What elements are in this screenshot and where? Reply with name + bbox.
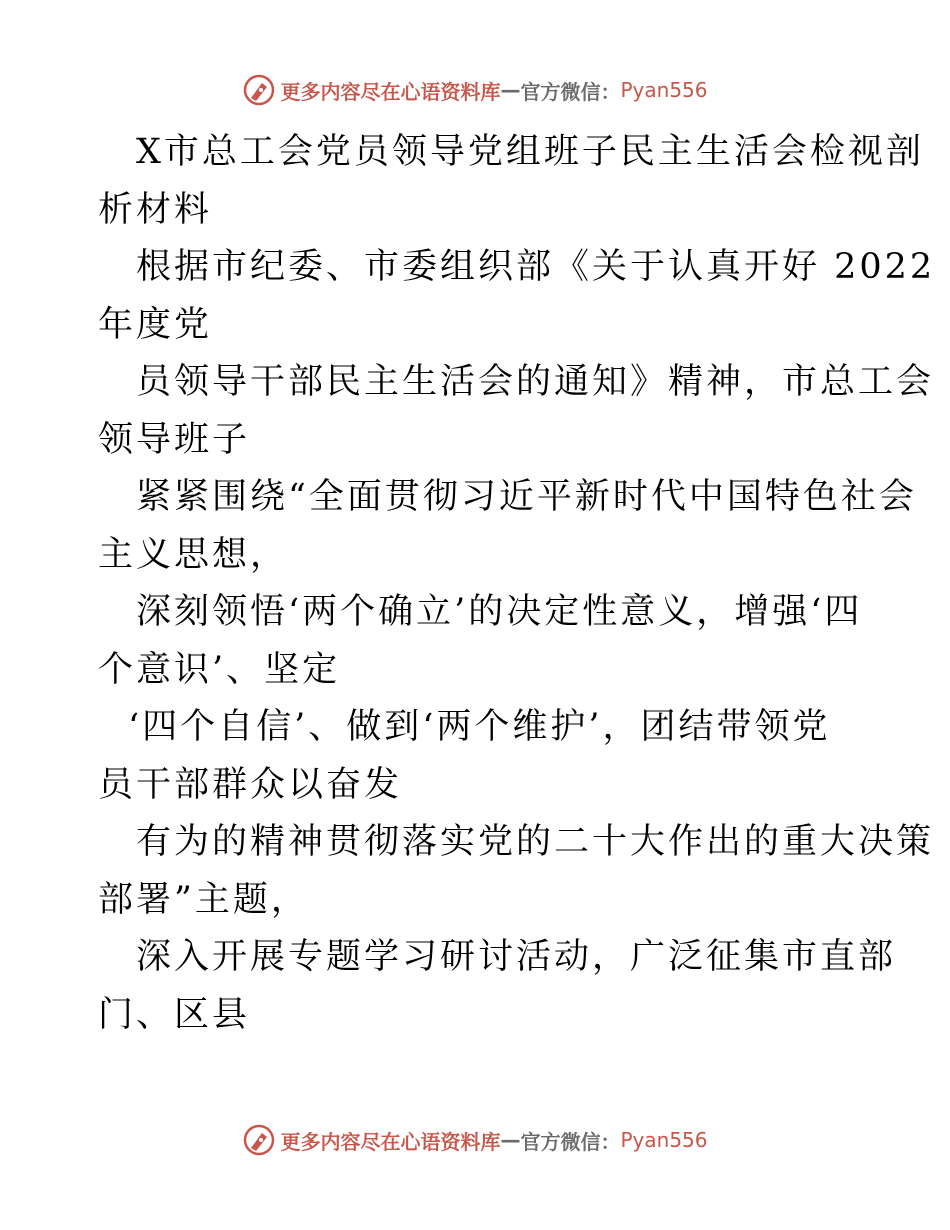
watermark-separator: —: [500, 78, 521, 102]
paragraph-7-line-2: 部署”主题，: [98, 879, 309, 920]
watermark-text: 更多内容尽在心语资料库: [280, 1129, 501, 1154]
paragraph-1-line-2: 析材料: [98, 189, 213, 230]
paragraph-5-line-1: 深刻领悟‘两个确立’的决定性意义，增强‘四: [136, 592, 863, 632]
footer-watermark: [0, 1120, 950, 1160]
watermark-contact-label: 官方微信：: [520, 79, 621, 104]
watermark-contact-id: Pyan556: [620, 78, 708, 102]
paragraph-7-line-1: 有为的精神贯彻落实党的二十大作出的重大决策: [136, 822, 935, 862]
watermark-contact-id: Pyan556: [620, 1128, 708, 1152]
watermark-contact-label: 官方微信：: [520, 1129, 621, 1154]
paragraph-4-line-1: 紧紧围绕“全面贯彻习近平新时代中国特色社会: [136, 477, 917, 517]
paragraph-2-line-2: 年度党: [98, 304, 213, 345]
header-watermark: [0, 70, 950, 110]
document-body: [98, 124, 936, 1044]
paragraph-4-line-2: 主义思想，: [98, 534, 289, 575]
paragraph-6-line-2: 员干部群众以奋发: [98, 764, 403, 805]
paragraph-1-line-1: X市总工会党员领导党组班子民主生活会检视剖: [136, 132, 924, 172]
watermark-text: 更多内容尽在心语资料库: [280, 79, 501, 104]
watermark-separator: —: [500, 1128, 521, 1152]
pen-nib-logo-icon: [242, 73, 276, 107]
paragraph-8-line-1: 深入开展专题学习研讨活动，广泛征集市直部: [136, 937, 897, 977]
paragraph-6-line-1: ‘四个自信’、做到‘两个维护’，团结带领党: [128, 707, 831, 747]
paragraph-3-line-2: 领导班子: [98, 419, 251, 460]
paragraph-3-line-1: 员领导干部民主生活会的通知》精神，市总工会: [136, 362, 935, 402]
pen-nib-logo-icon: [242, 1123, 276, 1157]
paragraph-8-line-2: 门、区县: [98, 994, 251, 1035]
paragraph-5-line-2: 个意识’、坚定: [98, 649, 341, 690]
paragraph-2-line-1: 根据市纪委、市委组织部《关于认真开好 2022: [136, 247, 936, 287]
